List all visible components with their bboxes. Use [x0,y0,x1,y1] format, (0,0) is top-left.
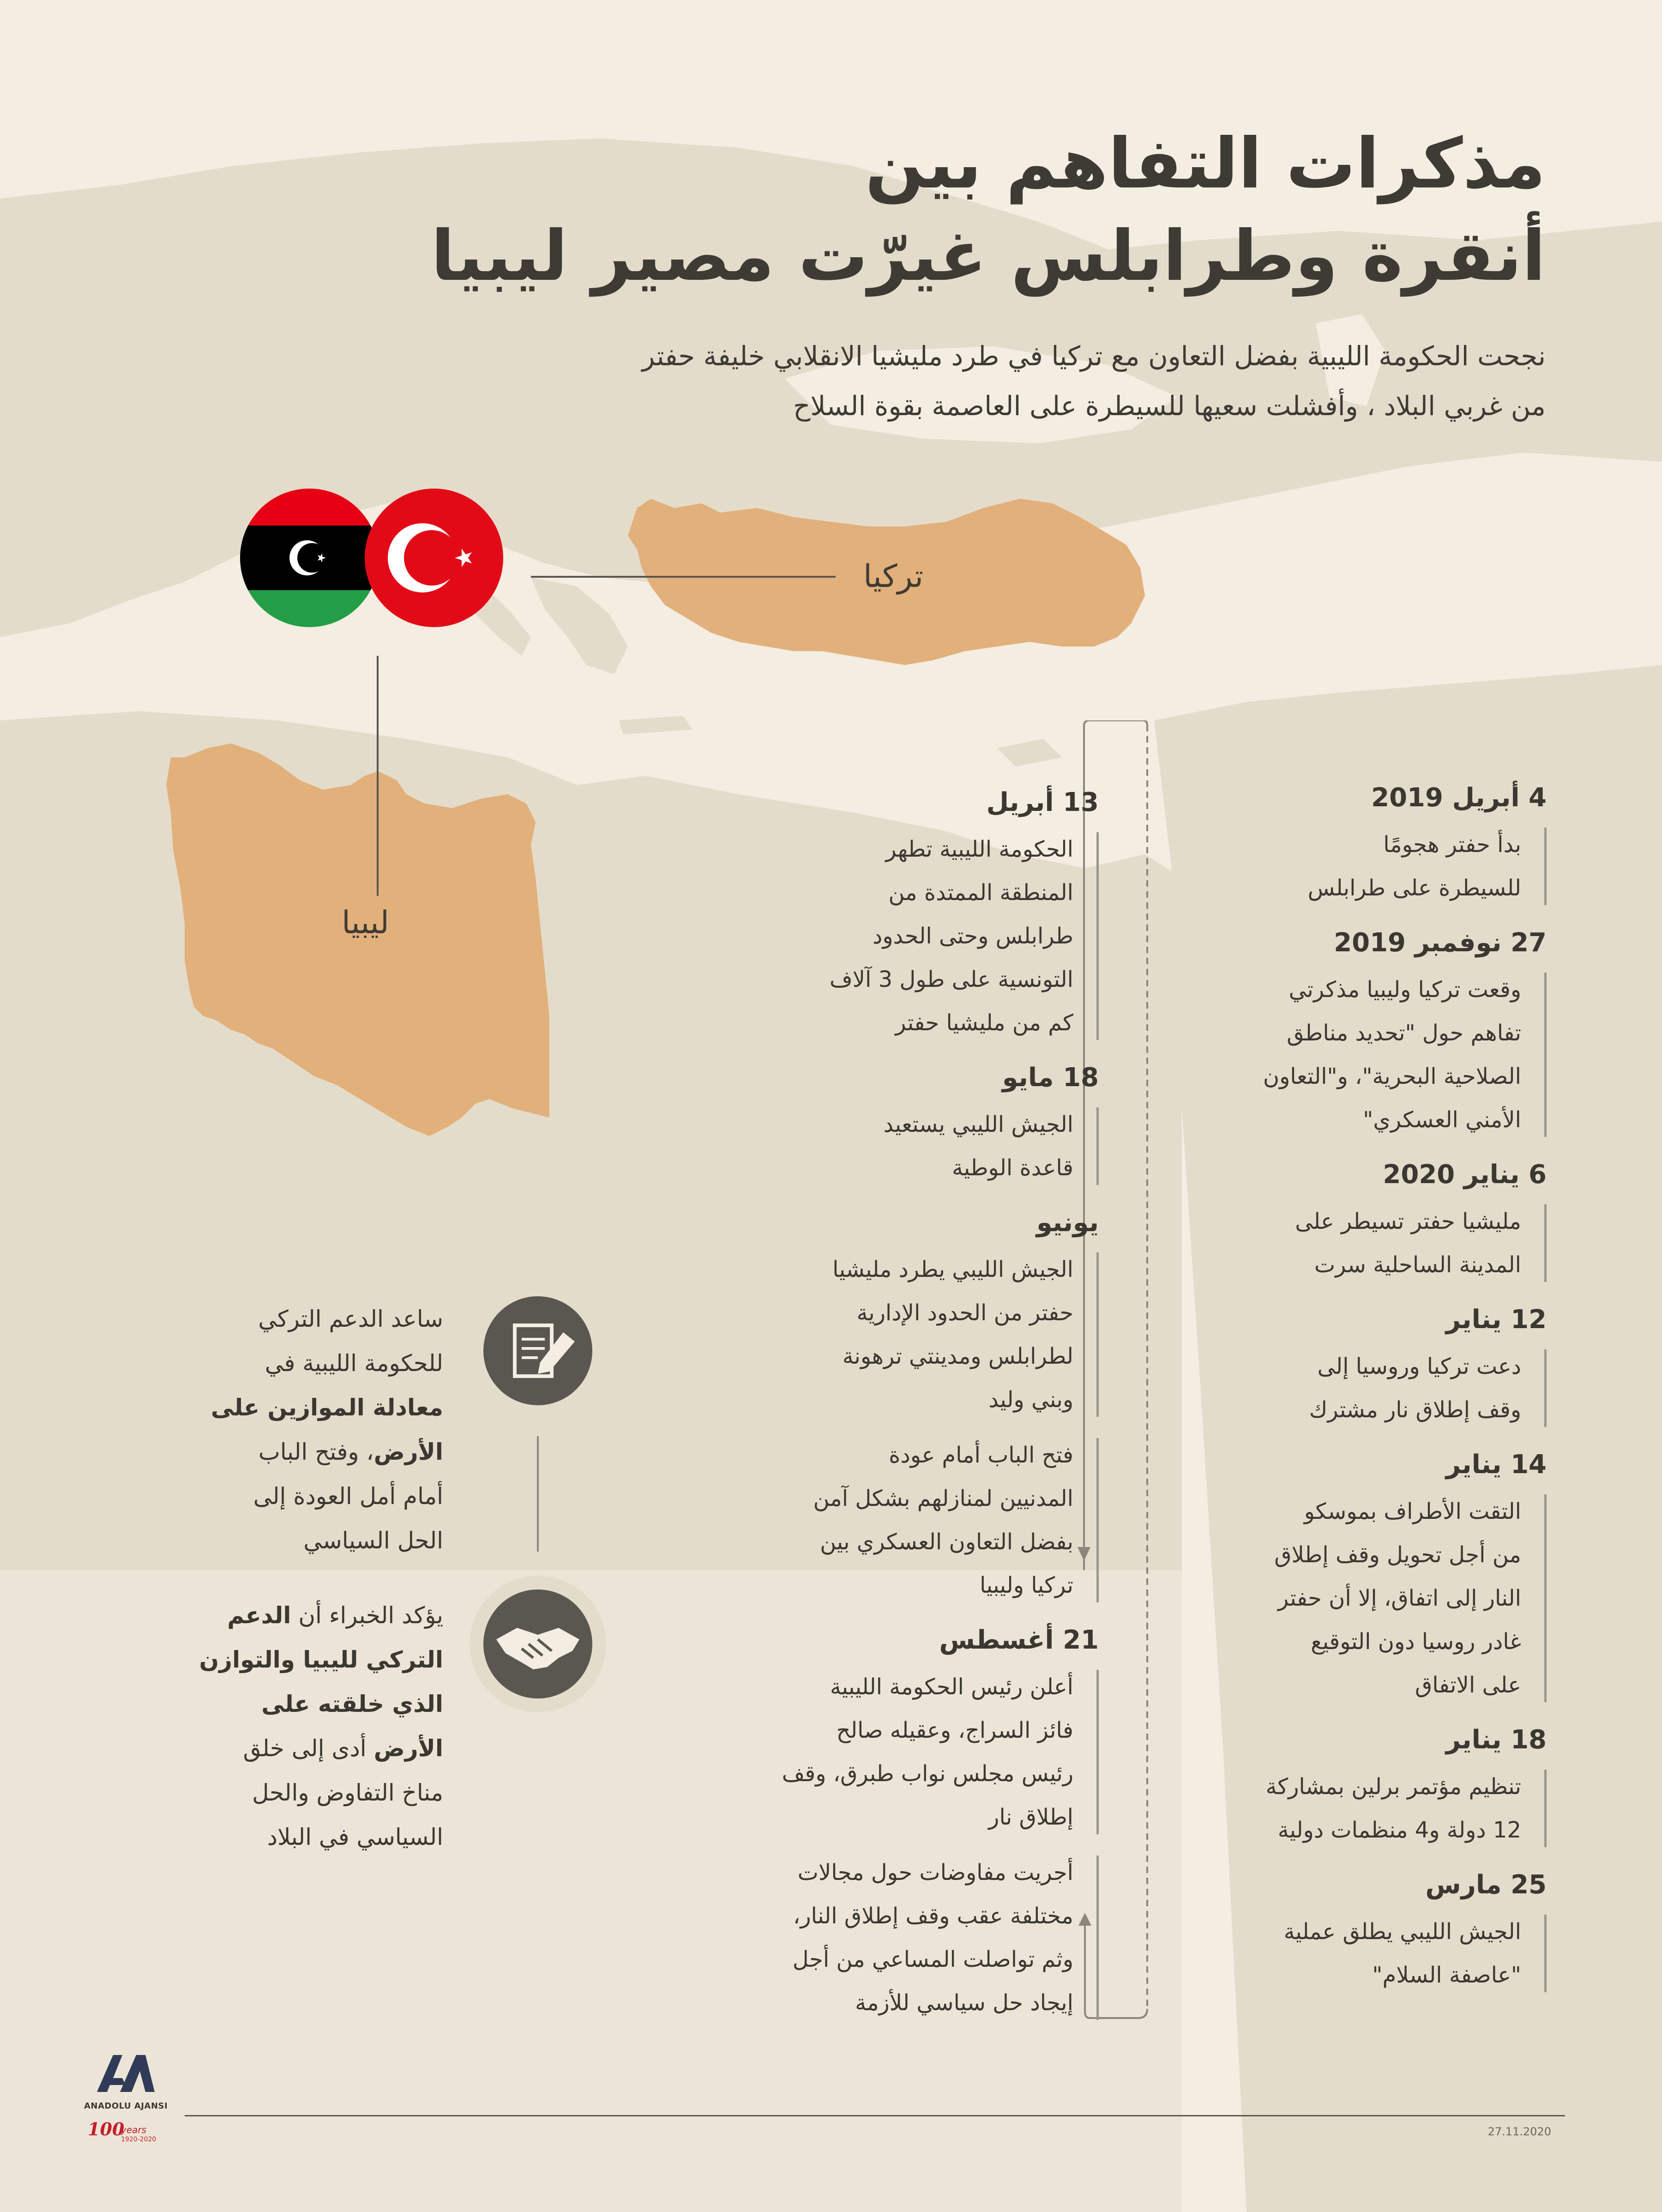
timeline-block [1223,823,1547,910]
timeline-bar [1544,1204,1547,1282]
footer-rule [185,2115,1565,2116]
timeline-body: مليشيا حفتر تسيطر على المدينة الساحلية سرت [1295,1209,1521,1278]
timeline-bar [1096,1855,1099,2020]
timeline-block [1223,1490,1547,1707]
timeline-block [720,1851,1099,2025]
turkey-connector-line [531,576,836,578]
timeline-block [1223,1200,1547,1287]
note1-line-6: الحل السياسي [303,1527,443,1554]
timeline-date: 21 أغسطس [939,1625,1099,1655]
timeline-body: دعت تركيا وروسيا إلى وقف إطلاق نار مشترك [1309,1354,1521,1423]
timeline-block [1223,1765,1547,1852]
footer-date: 27.11.2020 [1487,2125,1551,2138]
timeline-body: الحكومة الليبية تطهر المنطقة الممتدة من طرابلس وحتى الحدود التونسية على طول 3 آلاف كم من مليشيا حفتر [829,836,1073,1036]
note2-line-2: التركي لليبيا والتوازن [199,1646,443,1673]
timeline-bar [1544,1915,1547,1992]
timeline-event [1223,1307,1547,1432]
timeline-block [720,1103,1099,1190]
note-divider [537,1436,539,1552]
note1-line-3: معادلة الموازين على [211,1394,443,1421]
timeline-body: أعلن رئيس الحكومة الليبية فائز السراج، وعقيله صالح رئيس مجلس نواب طبرق، وقف إطلاق نار [782,1674,1073,1830]
page-title-line-1: مذكرات التفاهم بين [865,124,1546,204]
timeline-event [720,1065,1099,1190]
timeline-body: بدأ حفتر هجومًا للسيطرة على طرابلس [1307,832,1521,901]
timeline-body: فتح الباب أمام عودة المدنيين لمنازلهم بشكل آمن بفضل التعاون العسكري بين تركيا وليبيا [813,1442,1073,1598]
timeline-body: الجيش الليبي يطلق عملية "عاصفة السلام" [1283,1919,1521,1988]
note2-line-5: مناخ التفاوض والحل [252,1779,443,1806]
timeline-date: 4 أبريل 2019 [1371,783,1547,813]
page-title-line-2: أنقرة وطرابلس غيرّت مصير ليبيا [431,216,1546,296]
handshake-icon [469,1575,607,1713]
libya-connector-line [377,656,379,896]
timeline-event [1223,1727,1547,1852]
timeline-left-column [720,787,1099,2045]
timeline-body: تنظيم مؤتمر برلين بمشاركة 12 دولة و4 منظمات دولية [1265,1774,1521,1843]
timeline-date: 18 يناير [1445,1725,1547,1755]
years-range: 1920-2020 [121,2136,157,2143]
timeline-block [720,1248,1099,1421]
document-pen-icon [469,1281,607,1420]
hundred-logo: 100 [88,2119,125,2139]
timeline-date: 25 مارس [1425,1870,1547,1900]
timeline-date: 27 نوفمبر 2019 [1334,928,1547,958]
timeline-date: يونيو [1036,1208,1099,1238]
note2-line-3: الذي خلقته على [261,1691,443,1717]
timeline-block [1223,968,1547,1142]
timeline-bar [1544,1349,1547,1427]
timeline-bar [1544,973,1547,1137]
note2-line-4: الأرض أدى إلى خلق [243,1735,443,1762]
turkey-label: تركيا [863,558,924,595]
timeline-date: 13 أبريل [986,787,1099,817]
timeline-bar [1096,832,1099,1040]
timeline-bar [1096,1107,1099,1185]
note1-line-5: أمام أمل العودة إلى [253,1483,443,1510]
note1-line-4: الأرض، وفتح الباب [258,1438,443,1465]
timeline-bar [1096,1438,1099,1602]
subtitle-line-2: من غربي البلاد ، وأفشلت سعيها للسيطرة على العاصمة بقوة السلاح [793,390,1546,422]
timeline-right-column [1223,785,1547,2017]
timeline-event [1223,930,1547,1142]
timeline-bar [1544,1494,1547,1702]
timeline-body: الجيش الليبي يطرد مليشيا حفتر من الحدود الإدارية لطرابلس ومدينتي ترهونة وبني وليد [832,1257,1073,1413]
anadolu-logo [88,2050,157,2101]
timeline-date: 14 يناير [1445,1450,1547,1480]
timeline-block [1223,1345,1547,1432]
libya-flag-icon [240,489,379,627]
timeline-body: الجيش الليبي يستعيد قاعدة الوطية [883,1112,1073,1181]
timeline-bar [1096,1252,1099,1417]
timeline-event [1223,1162,1547,1287]
timeline-block [1223,1910,1547,1997]
libya-label: ليبيا [342,905,389,941]
timeline-bar [1096,1670,1099,1834]
logo-text: ANADOLU AJANSI [84,2101,168,2111]
timeline-event [1223,785,1547,910]
timeline-block [720,1665,1099,1839]
timeline-block [720,1433,1099,1607]
timeline-event [720,787,1099,1045]
turkey-flag-icon [365,489,503,627]
timeline-date: 18 مايو [1002,1063,1099,1093]
note1-line-2: للحكومة الليبية في [265,1350,443,1377]
timeline-event [720,1627,1099,2025]
timeline-block [720,828,1099,1045]
timeline-event [720,1210,1099,1607]
timeline-bar [1544,828,1547,905]
subtitle-line-1: نجحت الحكومة الليبية بفضل التعاون مع تركيا في طرد مليشيا الانقلابي خليفة حفتر [642,340,1546,372]
timeline-body: أجريت مفاوضات حول مجالات مختلفة عقب وقف إطلاق النار، وثم تواصلت المساعي من أجل إيجاد حل سياسي للأزمة [792,1860,1073,2016]
timeline-event [1223,1452,1547,1707]
timeline-date: 12 يناير [1445,1305,1547,1335]
note2-line-6: السياسي في البلاد [267,1824,443,1850]
timeline-body: التقت الأطراف بموسكو من أجل تحويل وقف إطلاق النار إلى اتفاق، إلا أن حفتر غادر روسيا دون التوقيع على الاتفاق [1274,1499,1521,1698]
note1-line-1: ساعد الدعم التركي [258,1305,443,1332]
timeline-bar [1544,1770,1547,1847]
note-support [211,1297,443,1563]
timeline-event [1223,1872,1547,1997]
timeline-date: 6 يناير 2020 [1383,1160,1547,1190]
years-label: years [121,2124,147,2135]
note2-line-1: يؤكد الخبراء أن الدعم [227,1602,443,1629]
timeline-body: وقعت تركيا وليبيا مذكرتي تفاهم حول "تحديد مناطق الصلاحية البحرية"، و"التعاون الأمني العسكري" [1263,977,1521,1133]
note-experts [199,1593,443,1859]
